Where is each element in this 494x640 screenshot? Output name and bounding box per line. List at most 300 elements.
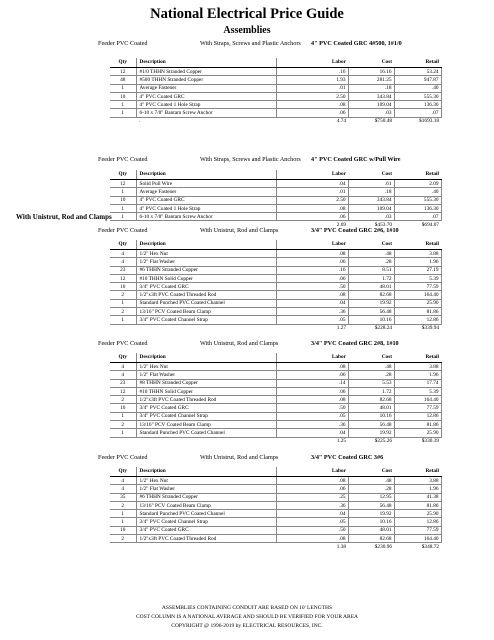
total-retail: $694.07 — [394, 221, 441, 229]
row-cost: .18 — [348, 84, 394, 92]
table-row — [110, 526, 441, 534]
total-row — [110, 437, 441, 445]
group-heading: With Unistrut, Rod and Clamps — [16, 213, 112, 221]
row-cost: .48 — [348, 477, 394, 485]
row-description: 1/2" Flat Washer — [136, 258, 276, 266]
row-retail: 77.59 — [394, 404, 441, 412]
row-qty: 12 — [110, 387, 136, 395]
row-cost: .48 — [348, 363, 394, 371]
row-cost: 12.95 — [348, 493, 394, 501]
row-description: 6-10 x 7/8" Bantam Screw Anchor — [136, 213, 276, 221]
footer-line-1: ASSEMBLIES CONTAINING CONDUIT ARE BASED ON 10' LENGTHS — [161, 605, 333, 611]
row-retail: 81.86 — [394, 308, 441, 316]
row-labor: .50 — [276, 404, 348, 412]
row-description: 1/2"x3ft PVC Coated Threaded Rod — [136, 291, 276, 299]
row-labor: .05 — [276, 518, 348, 526]
row-description: Standard Punched PVC Coated Channel — [136, 299, 276, 307]
row-description: 1/2" Hex Nut — [136, 363, 276, 371]
row-description: 4" PVC Coated GRC — [136, 92, 276, 100]
table-row — [110, 84, 441, 92]
row-retail: 25.90 — [394, 429, 441, 437]
row-labor: .06 — [276, 213, 348, 221]
table-row — [110, 493, 441, 501]
row-description: 3/4" PVC Coated GRC — [136, 283, 276, 291]
row-description: 4" PVC Coated GRC — [136, 196, 276, 204]
row-cost: 82.68 — [348, 535, 394, 543]
row-cost: 82.68 — [348, 396, 394, 404]
row-description: Solid Pull Wire — [136, 180, 276, 188]
row-labor: .06 — [276, 371, 348, 379]
table-row — [110, 501, 441, 509]
row-qty: 12 — [110, 68, 136, 76]
section-method: With Unistrut, Rod and Clamps — [200, 454, 279, 461]
table-row — [110, 421, 441, 429]
row-qty: 1 — [110, 510, 136, 518]
assembly-table — [110, 170, 442, 229]
section-assembly-title: 3/4" PVC Coated GRC 3#6 — [311, 454, 384, 461]
row-description: #6 THHN Stranded Copper — [136, 493, 276, 501]
row-qty: 1 — [110, 316, 136, 324]
row-qty: 2 — [110, 308, 136, 316]
total-mark — [136, 324, 276, 332]
table-row — [110, 412, 441, 420]
section-assembly-title: 3/4" PVC Coated GRC 2#6, 1#10 — [311, 227, 399, 234]
row-labor: .06 — [276, 485, 348, 493]
row-labor: .08 — [276, 291, 348, 299]
row-description: 1/2" Hex Nut — [136, 250, 276, 258]
row-description: #1/0 THHN Stranded Copper — [136, 68, 276, 76]
row-cost: 82.68 — [348, 291, 394, 299]
row-retail: .40 — [394, 84, 441, 92]
row-description: #10 THHN Solid Copper — [136, 274, 276, 282]
row-labor: .25 — [276, 493, 348, 501]
table-row — [110, 101, 441, 109]
total-row — [110, 543, 441, 551]
row-description: 1/2"x3ft PVC Coated Threaded Rod — [136, 535, 276, 543]
row-labor: .05 — [276, 412, 348, 420]
column-header-cost: Cost — [348, 353, 394, 363]
row-qty: 35 — [110, 493, 136, 501]
row-qty: 4 — [110, 258, 136, 266]
table-row — [110, 404, 441, 412]
table-row — [110, 485, 441, 493]
row-retail: 53.24 — [394, 68, 441, 76]
column-header-qty: Qty — [110, 240, 136, 250]
column-header-retail: Retail — [394, 58, 441, 68]
total-labor: 2.69 — [276, 221, 348, 229]
total-cost: $225.26 — [348, 437, 394, 445]
row-labor: .04 — [276, 429, 348, 437]
row-retail: 136.30 — [394, 204, 441, 212]
total-retail: $339.94 — [394, 324, 441, 332]
row-labor: .01 — [276, 84, 348, 92]
row-qty: 23 — [110, 379, 136, 387]
row-cost: 109.04 — [348, 101, 394, 109]
table-row — [110, 535, 441, 543]
row-cost: .28 — [348, 258, 394, 266]
row-qty: 2 — [110, 535, 136, 543]
row-description: 3/4" PVC Coated Channel Strap — [136, 412, 276, 420]
total-labor: 4.74 — [276, 117, 348, 125]
row-retail: 947.87 — [394, 76, 441, 84]
table-row — [110, 363, 441, 371]
row-cost: 56.48 — [348, 421, 394, 429]
row-labor: .06 — [276, 387, 348, 395]
row-description: Standard Punched PVC Coated Channel — [136, 429, 276, 437]
row-cost: 8.51 — [348, 266, 394, 274]
assembly-table — [110, 240, 442, 332]
row-labor: .16 — [276, 266, 348, 274]
row-description: #6 THHN Stranded Copper — [136, 266, 276, 274]
column-header-cost: Cost — [348, 58, 394, 68]
row-retail: 164.40 — [394, 291, 441, 299]
row-qty: 23 — [110, 266, 136, 274]
row-retail: 164.40 — [394, 535, 441, 543]
row-qty: 1 — [110, 299, 136, 307]
row-description: #500 THHN Stranded Copper — [136, 76, 276, 84]
column-header-description: Description — [136, 353, 276, 363]
row-qty: 1 — [110, 109, 136, 117]
row-qty: 1 — [110, 213, 136, 221]
row-qty: 10 — [110, 283, 136, 291]
table-row — [110, 196, 441, 204]
column-header-qty: Qty — [110, 170, 136, 180]
row-qty: 4 — [110, 477, 136, 485]
row-description: 1/2" Hex Nut — [136, 477, 276, 485]
row-qty: 10 — [110, 196, 136, 204]
row-cost: 48.01 — [348, 526, 394, 534]
row-labor: .05 — [276, 316, 348, 324]
row-cost: .18 — [348, 188, 394, 196]
row-retail: 12.86 — [394, 518, 441, 526]
total-retail: $348.72 — [394, 543, 441, 551]
row-labor: .36 — [276, 501, 348, 509]
row-description: 6-10 x 7/8" Bantam Screw Anchor — [136, 109, 276, 117]
row-cost: 343.84 — [348, 196, 394, 204]
column-header-description: Description — [136, 240, 276, 250]
total-cost: $228.24 — [348, 324, 394, 332]
row-qty: 10 — [110, 404, 136, 412]
row-description: Standard Punched PVC Coated Channel — [136, 510, 276, 518]
row-qty: 2 — [110, 291, 136, 299]
row-labor: .04 — [276, 180, 348, 188]
table-row — [110, 188, 441, 196]
row-retail: 81.86 — [394, 421, 441, 429]
row-description: 4" PVC Coated 1 Hole Strap — [136, 101, 276, 109]
column-header-retail: Retail — [394, 170, 441, 180]
row-retail: 17.74 — [394, 379, 441, 387]
row-cost: 10.16 — [348, 518, 394, 526]
row-labor: .50 — [276, 526, 348, 534]
row-description: 13/16" PCV Coated Beam Clamp — [136, 308, 276, 316]
column-header-qty: Qty — [110, 353, 136, 363]
total-labor: 1.38 — [276, 543, 348, 551]
row-qty: 1 — [110, 518, 136, 526]
table-row — [110, 308, 441, 316]
section-category: Feeder PVC Coated — [98, 227, 148, 234]
row-labor: .06 — [276, 258, 348, 266]
row-qty: 1 — [110, 429, 136, 437]
total-row — [110, 324, 441, 332]
row-retail: 27.19 — [394, 266, 441, 274]
table-row — [110, 76, 441, 84]
row-cost: 19.92 — [348, 299, 394, 307]
row-retail: 12.86 — [394, 412, 441, 420]
row-retail: 5.39 — [394, 387, 441, 395]
row-retail: 3.88 — [394, 477, 441, 485]
total-labor: 1.27 — [276, 324, 348, 332]
row-cost: .28 — [348, 485, 394, 493]
column-header-description: Description — [136, 58, 276, 68]
row-labor: .08 — [276, 535, 348, 543]
row-labor: .06 — [276, 109, 348, 117]
row-labor: .04 — [276, 299, 348, 307]
row-labor: .06 — [276, 274, 348, 282]
row-retail: 25.90 — [394, 299, 441, 307]
row-qty: 12 — [110, 180, 136, 188]
row-description: Average Fastener — [136, 188, 276, 196]
section-category: Feeder PVC Coated — [98, 454, 148, 461]
row-retail: 1.96 — [394, 485, 441, 493]
column-header-description: Description — [136, 170, 276, 180]
row-retail: 3.88 — [394, 363, 441, 371]
row-labor: .50 — [276, 283, 348, 291]
row-retail: 3.88 — [394, 250, 441, 258]
row-cost: 1.72 — [348, 274, 394, 282]
row-cost: 19.92 — [348, 429, 394, 437]
row-labor: .14 — [276, 379, 348, 387]
total-retail: $1693.18 — [394, 117, 441, 125]
row-labor: .08 — [276, 204, 348, 212]
row-labor: .08 — [276, 101, 348, 109]
row-cost: .48 — [348, 250, 394, 258]
row-labor: .04 — [276, 510, 348, 518]
row-retail: 12.86 — [394, 316, 441, 324]
row-description: 4" PVC Coated 1 Hole Strap — [136, 204, 276, 212]
table-row — [110, 204, 441, 212]
row-labor: 2.50 — [276, 92, 348, 100]
assembly-table — [110, 353, 442, 445]
row-cost: 343.84 — [348, 92, 394, 100]
row-labor: .08 — [276, 477, 348, 485]
row-retail: 555.30 — [394, 196, 441, 204]
section-category: Feeder PVC Coated — [98, 340, 148, 347]
column-header-labor: Labor — [276, 240, 348, 250]
column-header-labor: Labor — [276, 58, 348, 68]
row-qty: 2 — [110, 501, 136, 509]
table-row — [110, 510, 441, 518]
row-cost: 109.04 — [348, 204, 394, 212]
row-qty: 12 — [110, 274, 136, 282]
table-row — [110, 379, 441, 387]
page-subtitle: Assemblies — [223, 25, 271, 36]
table-row — [110, 429, 441, 437]
column-header-description: Description — [136, 467, 276, 477]
footer-line-3: COPYRIGHT @ 1996-2019 by ELECTRICAL RESOURCES, INC. — [171, 623, 323, 629]
section-assembly-title: 4" PVC Coated GRC 4#500, 1#1/0 — [311, 40, 402, 47]
assembly-table — [110, 58, 442, 125]
table-row — [110, 518, 441, 526]
section-assembly-title: 3/4" PVC Coated GRC 2#8, 1#10 — [311, 340, 399, 347]
total-spacer — [110, 437, 136, 445]
table-row — [110, 274, 441, 282]
row-cost: 10.16 — [348, 412, 394, 420]
row-retail: .07 — [394, 109, 441, 117]
column-header-retail: Retail — [394, 353, 441, 363]
row-labor: .08 — [276, 396, 348, 404]
total-mark — [136, 543, 276, 551]
row-retail: 136.30 — [394, 101, 441, 109]
table-row — [110, 283, 441, 291]
row-retail: 1.96 — [394, 371, 441, 379]
row-qty: 1 — [110, 188, 136, 196]
total-mark — [136, 437, 276, 445]
row-labor: .36 — [276, 421, 348, 429]
section-category: Feeder PVC Coated — [98, 40, 148, 47]
table-row — [110, 396, 441, 404]
row-retail: .07 — [394, 213, 441, 221]
row-cost: .03 — [348, 109, 394, 117]
section-category: Feeder PVC Coated — [98, 156, 148, 163]
total-spacer — [110, 543, 136, 551]
column-header-retail: Retail — [394, 467, 441, 477]
row-cost: 16.16 — [348, 68, 394, 76]
row-qty: 48 — [110, 76, 136, 84]
row-cost: 1.72 — [348, 387, 394, 395]
row-qty: 4 — [110, 250, 136, 258]
row-qty: 4 — [110, 371, 136, 379]
row-retail: 2.09 — [394, 180, 441, 188]
row-qty: 1 — [110, 204, 136, 212]
row-description: Average Fastener — [136, 84, 276, 92]
row-qty: 4 — [110, 363, 136, 371]
total-labor: 1.25 — [276, 437, 348, 445]
row-qty: 1 — [110, 412, 136, 420]
column-header-labor: Labor — [276, 353, 348, 363]
total-mark: . — [139, 118, 141, 125]
table-row — [110, 213, 441, 221]
row-labor: .08 — [276, 250, 348, 258]
row-cost: 48.01 — [348, 404, 394, 412]
table-row — [110, 109, 441, 117]
total-spacer — [110, 324, 136, 332]
row-description: #10 THHN Solid Copper — [136, 387, 276, 395]
row-qty: 10 — [110, 92, 136, 100]
total-retail: $330.39 — [394, 437, 441, 445]
total-row — [110, 117, 441, 125]
row-cost: .61 — [348, 180, 394, 188]
total-spacer — [110, 117, 136, 125]
row-retail: 164.40 — [394, 396, 441, 404]
row-retail: .40 — [394, 188, 441, 196]
table-row — [110, 250, 441, 258]
row-description: 3/4" PVC Coated GRC — [136, 404, 276, 412]
row-description: 3/4" PVC Coated GRC — [136, 526, 276, 534]
section-header — [98, 40, 438, 60]
table-row — [110, 477, 441, 485]
column-header-cost: Cost — [348, 467, 394, 477]
row-qty: 1 — [110, 84, 136, 92]
row-cost: 5.53 — [348, 379, 394, 387]
table-row — [110, 291, 441, 299]
row-description: #8 THHN Stranded Copper — [136, 379, 276, 387]
row-labor: 2.50 — [276, 196, 348, 204]
table-row — [110, 180, 441, 188]
table-row — [110, 266, 441, 274]
row-retail: 5.39 — [394, 274, 441, 282]
row-labor: .08 — [276, 363, 348, 371]
column-header-cost: Cost — [348, 240, 394, 250]
row-labor: 1.93 — [276, 76, 348, 84]
row-description: 1/2" Flat Washer — [136, 485, 276, 493]
row-description: 3/4" PVC Coated Channel Strap — [136, 316, 276, 324]
row-retail: 77.59 — [394, 526, 441, 534]
assembly-table — [110, 467, 442, 551]
section-method: With Straps, Screws and Plastic Anchors — [200, 156, 301, 163]
row-qty: 4 — [110, 485, 136, 493]
row-qty: 10 — [110, 526, 136, 534]
row-cost: 281.25 — [348, 76, 394, 84]
row-description: 1/2"x3ft PVC Coated Threaded Rod — [136, 396, 276, 404]
row-description: 1/2" Flat Washer — [136, 371, 276, 379]
footer-line-2: COST COLUMN IS A NATIONAL AVERAGE AND SHOULD BE VERIFIED FOR YOUR AREA — [135, 614, 359, 620]
row-retail: 555.30 — [394, 92, 441, 100]
section-method: With Unistrut, Rod and Clamps — [200, 227, 279, 234]
row-description: 13/16" PCV Coated Beam Clamp — [136, 421, 276, 429]
row-description: 13/16" PCV Coated Beam Clamp — [136, 501, 276, 509]
row-cost: .28 — [348, 371, 394, 379]
section-assembly-title: 4" PVC Coated GRC w/Pull Wire — [311, 156, 401, 163]
page-title: National Electrical Price Guide — [150, 6, 344, 22]
row-cost: 19.92 — [348, 510, 394, 518]
table-row — [110, 387, 441, 395]
row-labor: .01 — [276, 188, 348, 196]
table-row — [110, 258, 441, 266]
row-retail: 77.59 — [394, 283, 441, 291]
column-header-labor: Labor — [276, 467, 348, 477]
row-qty: 2 — [110, 421, 136, 429]
row-retail: 41.38 — [394, 493, 441, 501]
row-retail: 25.90 — [394, 510, 441, 518]
column-header-labor: Labor — [276, 170, 348, 180]
column-header-cost: Cost — [348, 170, 394, 180]
column-header-retail: Retail — [394, 240, 441, 250]
row-qty: 1 — [110, 101, 136, 109]
total-cost: $230.96 — [348, 543, 394, 551]
table-row — [110, 92, 441, 100]
row-cost: .03 — [348, 213, 394, 221]
row-cost: 10.16 — [348, 316, 394, 324]
column-header-qty: Qty — [110, 467, 136, 477]
row-cost: 56.48 — [348, 501, 394, 509]
row-description: 3/4" PVC Coated Channel Strap — [136, 518, 276, 526]
section-method: With Unistrut, Rod and Clamps — [200, 340, 279, 347]
total-cost: $453.70 — [348, 221, 394, 229]
row-cost: 56.48 — [348, 308, 394, 316]
row-retail: 1.96 — [394, 258, 441, 266]
table-row — [110, 316, 441, 324]
table-row — [110, 371, 441, 379]
table-row — [110, 68, 441, 76]
row-cost: 48.01 — [348, 283, 394, 291]
row-qty: 2 — [110, 396, 136, 404]
column-header-qty: Qty — [110, 58, 136, 68]
total-cost: $750.48 — [348, 117, 394, 125]
row-retail: 81.86 — [394, 501, 441, 509]
row-labor: .16 — [276, 68, 348, 76]
table-row — [110, 299, 441, 307]
row-labor: .36 — [276, 308, 348, 316]
